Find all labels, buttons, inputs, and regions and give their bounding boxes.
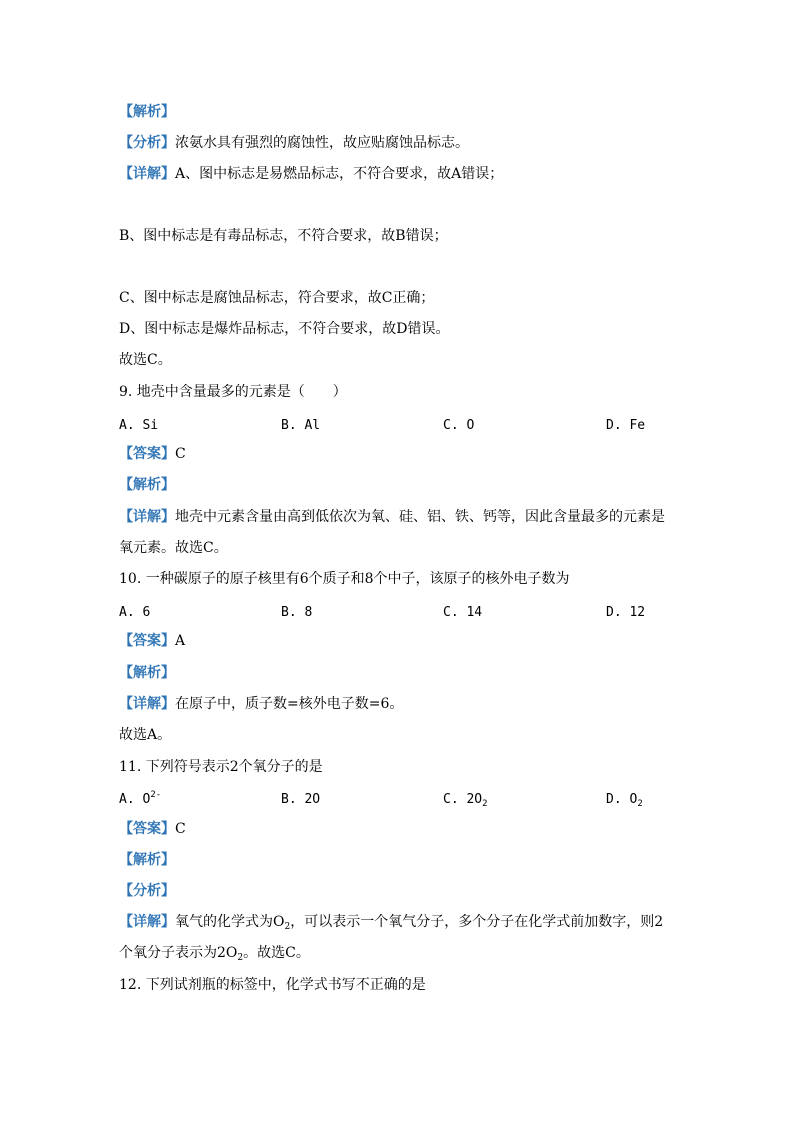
jiexi-tag: 【解析】 (119, 852, 175, 868)
jiexi-heading-q8 (119, 102, 175, 122)
q8-option-c-explain: C、图中标志是腐蚀品标志，符合要求，故C正确； (119, 290, 435, 306)
q10-option-b: B. 8 (281, 605, 313, 620)
q10-question: 10. 一种碳原子的原子核里有6个质子和8个中子，该原子的核外电子数为 (119, 571, 570, 587)
fenxi-tag: 【分析】 (119, 883, 175, 899)
q8-option-d-explain: D、图中标志是爆炸品标志，不符合要求，故D错误。 (119, 321, 450, 337)
xiangjie-line-q8 (119, 164, 503, 184)
q11-option-b: B. 2O (281, 792, 321, 807)
q11-answer-line (119, 819, 186, 839)
xiangjie-tag: 【详解】 (119, 509, 175, 525)
q10-answer: A (175, 633, 186, 649)
q9-detail-line2: 氧元素。故选C。 (119, 540, 228, 556)
q8-conclusion: 故选C。 (119, 352, 172, 368)
q8-option-b-explain: B、图中标志是有毒品标志，不符合要求，故B错误； (119, 228, 448, 244)
q11-detail-part2: ，可以表示一个氧气分子，多个分子在化学式前加数字，则2 (290, 914, 664, 930)
q12-question: 12. 下列试剂瓶的标签中，化学式书写不正确的是 (119, 977, 426, 993)
q9-jiexi-heading (119, 475, 175, 495)
q9-option-c: C. O (443, 418, 475, 433)
q10-conclusion: 故选A。 (119, 727, 172, 743)
q10-option-a: A. 6 (119, 605, 151, 620)
q10-answer-line (119, 631, 185, 651)
q9-answer-line (119, 444, 186, 464)
daan-tag: 【答案】 (119, 446, 175, 462)
q11-option-c-label: C. 2O (443, 792, 483, 807)
daan-tag: 【答案】 (119, 633, 175, 649)
jiexi-tag: 【解析】 (119, 477, 175, 493)
q9-question: 9. 地壳中含量最多的元素是（ ） (119, 384, 347, 400)
fenxi-line-q8 (119, 133, 469, 153)
q11-detail-line1 (119, 912, 663, 932)
q10-option-d: D. 12 (606, 605, 646, 620)
q11-option-c-subscript: 2 (482, 799, 488, 809)
q9-option-a: A. Si (119, 418, 159, 433)
q11-detail-sub2: 2 (237, 953, 244, 963)
fenxi-tag: 【分析】 (119, 135, 175, 151)
q10-detail-line (119, 694, 403, 714)
q9-answer: C (175, 446, 186, 462)
q9-option-d: D. Fe (606, 418, 646, 433)
q9-option-b: B. Al (281, 418, 321, 433)
q9-detail-line1 (119, 507, 665, 527)
jiexi-tag: 【解析】 (119, 104, 175, 120)
q11-question: 11. 下列符号表示2个氧分子的是 (119, 759, 323, 775)
q8-option-a-explain: A、图中标志是易燃品标志，不符合要求，故A错误； (175, 166, 504, 182)
fenxi-text: 浓氨水具有强烈的腐蚀性，故应贴腐蚀品标志。 (175, 135, 469, 151)
q11-answer: C (175, 821, 186, 837)
q11-option-d (606, 790, 643, 810)
q11-option-c (443, 790, 488, 810)
q10-detail-text: 在原子中，质子数=核外电子数=6。 (175, 696, 404, 712)
q11-option-a-charge: 2- (150, 790, 162, 800)
jiexi-tag: 【解析】 (119, 665, 175, 681)
q11-option-d-subscript: 2 (637, 799, 643, 809)
xiangjie-tag: 【详解】 (119, 914, 175, 930)
q10-option-c: C. 14 (443, 605, 483, 620)
xiangjie-tag: 【详解】 (119, 696, 175, 712)
q11-detail-sub1: 2 (284, 922, 291, 932)
q11-detail-line2 (119, 943, 310, 963)
daan-tag: 【答案】 (119, 821, 175, 837)
xiangjie-tag: 【详解】 (119, 166, 175, 182)
q11-detail-part1: 氧气的化学式为O (175, 914, 285, 930)
q11-fenxi-heading (119, 881, 175, 901)
q11-detail-part4: 。故选C。 (243, 945, 310, 961)
q9-detail-text1: 地壳中元素含量由高到低依次为氧、硅、铝、铁、钙等，因此含量最多的元素是 (175, 509, 665, 525)
q11-option-a-label: A. O (119, 792, 151, 807)
q11-detail-part3: 个氧分子表示为2O (119, 945, 238, 961)
q10-jiexi-heading (119, 663, 175, 683)
q11-option-d-label: D. O (606, 792, 638, 807)
q11-option-a (119, 790, 161, 810)
q11-jiexi-heading (119, 850, 175, 870)
